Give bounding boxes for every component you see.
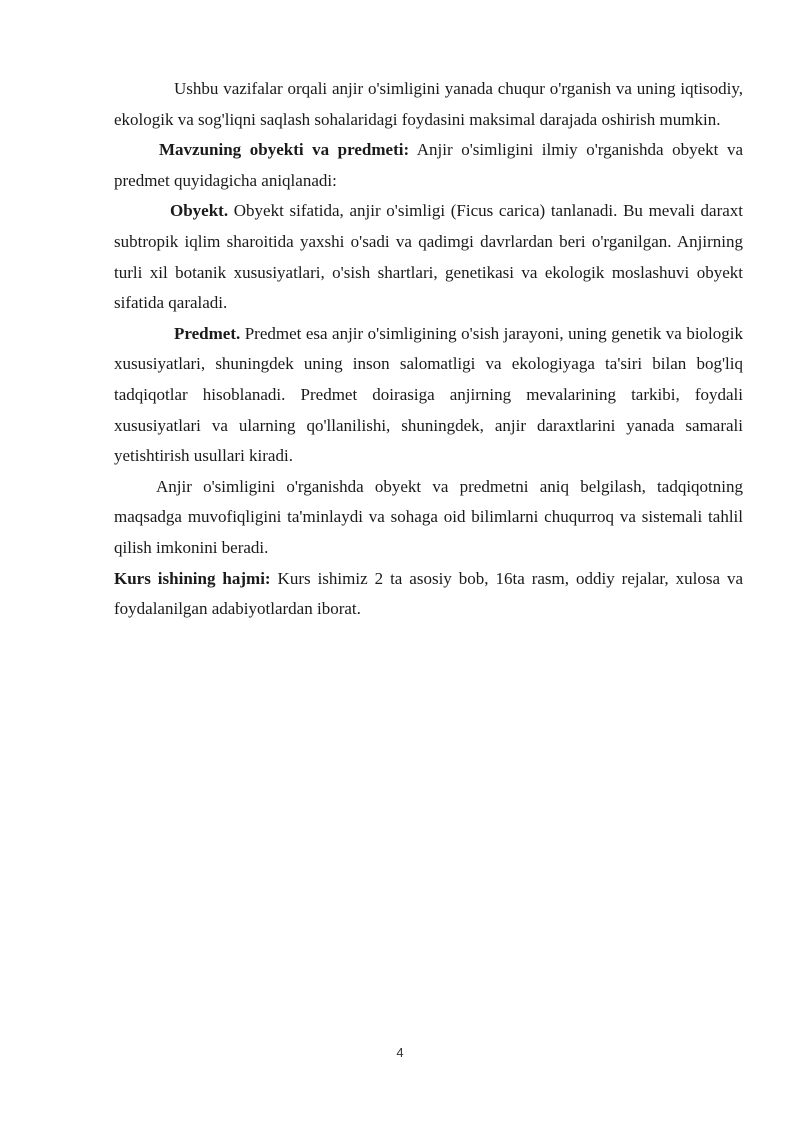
object-text: Obyekt sifatida, anjir o'simligi (Ficus carica) tanlanadi. Bu mevali daraxt subtropik iqlim sharoitida yaxshi o'sadi va qadimgi davrlardan beri o'rganilgan. Anjirning turli xil botanik xususiyatlari, o'sish shartlari, genetikasi va ekologik moslashuvi obyekt sifatida qaraladi.	[114, 201, 743, 313]
subject-paragraph	[114, 319, 743, 472]
document-body	[114, 74, 743, 625]
volume-heading: Kurs ishining hajmi:	[114, 568, 271, 588]
object-subject-text: Anjir o'simligini ilmiy o'rganishda obyekt va predmet quyidagicha aniqlanadi:	[114, 140, 743, 190]
object-paragraph	[114, 196, 743, 318]
object-heading: Obyekt.	[170, 201, 229, 221]
conclusion-text: Anjir o'simligini o'rganishda obyekt va predmetni aniq belgilash, tadqiqotning maqsadga muvofiqligini ta'minlaydi va sohaga oid bilimlarni chuqurroq va sistemali tahlil qilish imkonini beradi.	[114, 476, 743, 557]
object-subject-heading: Mavzuning obyekti va predmeti:	[159, 140, 410, 160]
subject-heading: Predmet.	[174, 323, 241, 343]
conclusion-paragraph	[114, 472, 743, 564]
volume-text: Kurs ishimiz 2 ta asosiy bob, 16ta rasm, oddiy rejalar, xulosa va foydalanilgan adabiyotlardan iborat.	[114, 568, 743, 619]
page-number: 4	[396, 1045, 404, 1060]
object-subject-paragraph	[114, 135, 743, 196]
intro-paragraph	[114, 74, 743, 135]
subject-text: Predmet esa anjir o'simligining o'sish jarayoni, uning genetik va biologik xususiyatlari, shuningdek uning inson salomatligi va ekologiyaga ta'siri bilan bog'liq tadqiqotlar hisoblanadi. Predmet doirasiga anjirning mevalarining tarkibi, foydali xususiyatlari va ularning qo'llanilishi, shuningdek, anjir daraxtlarini yanada samarali yetishtirish usullari kiradi.	[114, 323, 743, 466]
intro-text: Ushbu vazifalar orqali anjir o'simligini yanada chuqur o'rganish va uning iqtisodiy, ekologik va sog'liqni saqlash sohalaridagi foydasini maksimal darajada oshirish mumkin.	[114, 79, 743, 129]
volume-paragraph	[114, 564, 743, 625]
